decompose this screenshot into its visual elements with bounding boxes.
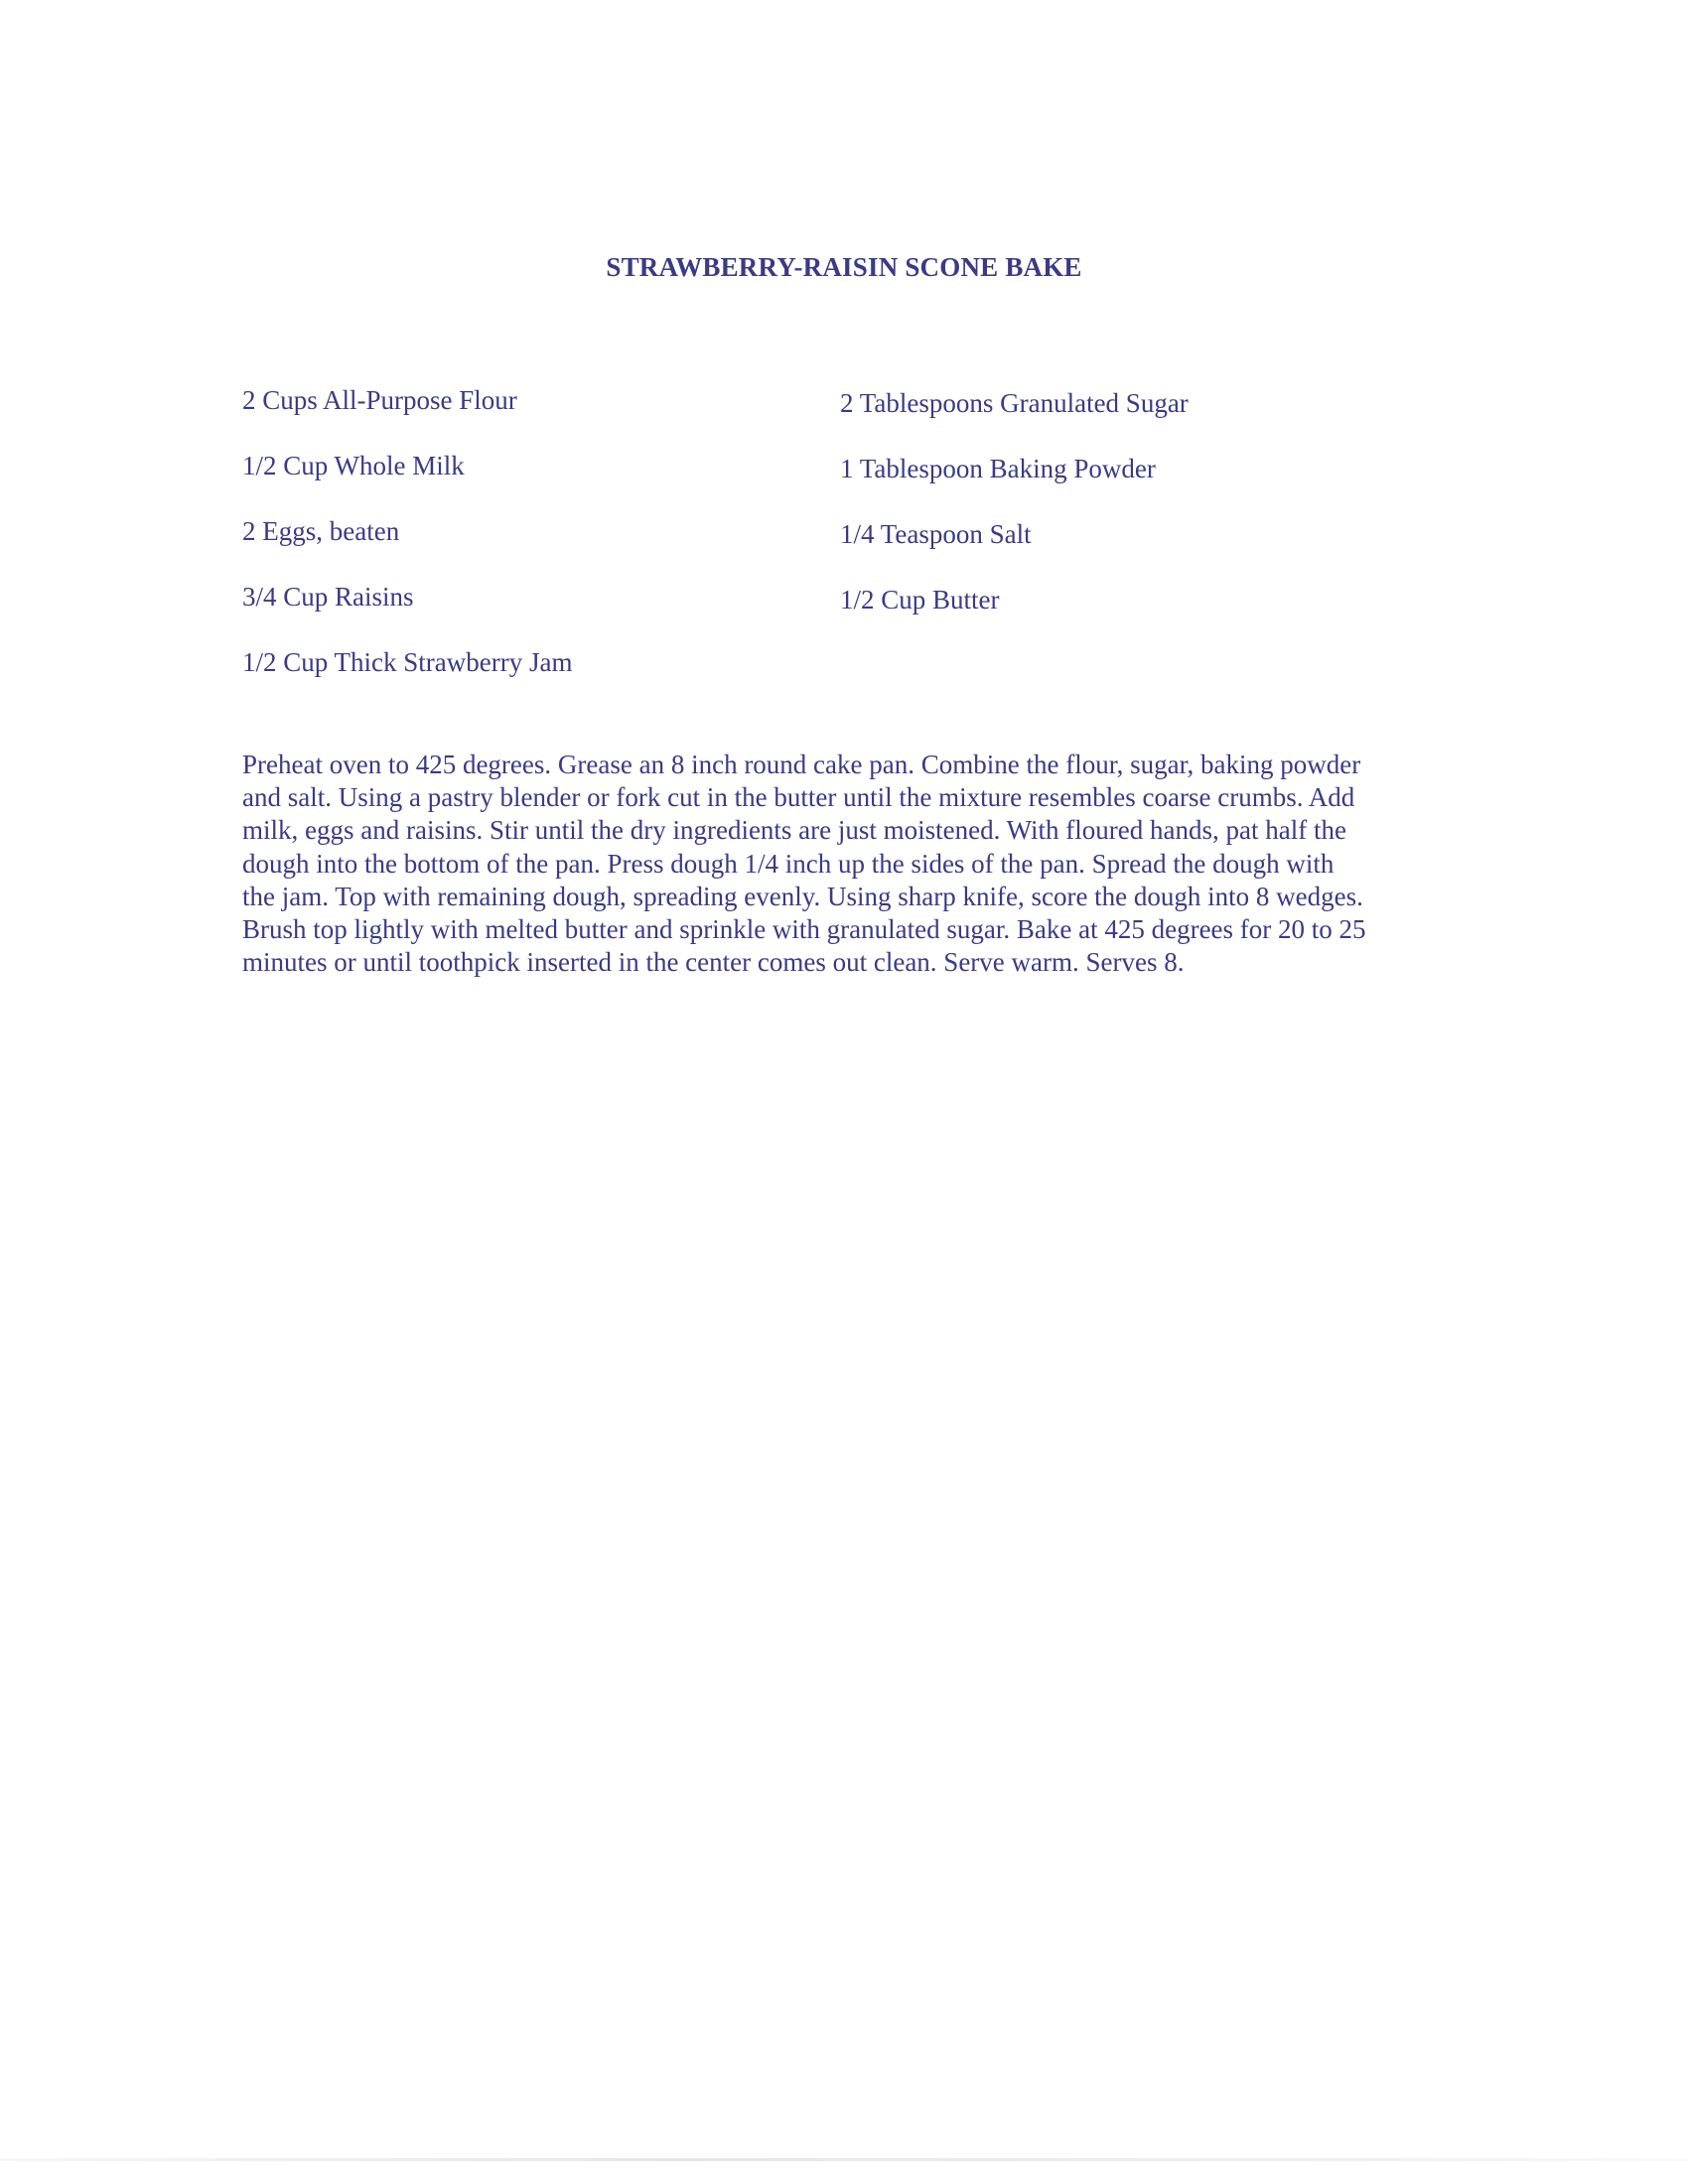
ingredient-item: 3/4 Cup Raisins <box>242 582 414 612</box>
ingredients-left-column <box>242 383 572 711</box>
ingredient-item: 1/4 Teaspoon Salt <box>840 519 1032 549</box>
ingredient-item: 2 Tablespoons Granulated Sugar <box>840 388 1189 418</box>
recipe-title: STRAWBERRY-RAISIN SCONE BAKE <box>606 252 1082 282</box>
ingredient-item: 1/2 Cup Whole Milk <box>242 451 465 480</box>
directions-line: Preheat oven to 425 degrees. Grease an 8 inch round cake pan. Combine the flour, sugar, baking powder <box>242 750 1361 779</box>
directions-paragraph <box>242 749 1449 979</box>
ingredient-item: 1 Tablespoon Baking Powder <box>840 454 1156 483</box>
ingredient-item: 2 Eggs, beaten <box>242 516 400 546</box>
ingredients-right-column <box>840 386 1189 648</box>
directions-line: and salt. Using a pastry blender or fork cut in the butter until the mixture resembles coarse crumbs. Add <box>242 782 1355 813</box>
directions-line: minutes or until toothpick inserted in the center comes out clean. Serve warm. Serves 8. <box>242 947 1185 978</box>
scan-edge-line <box>0 2158 1688 2161</box>
directions-line: Brush top lightly with melted butter and sprinkle with granulated sugar. Bake at 425 degrees for 20 to 25 <box>242 913 1366 944</box>
directions-line: dough into the bottom of the pan. Press dough 1/4 inch up the sides of the pan. Spread the dough with <box>242 848 1335 879</box>
directions-line: the jam. Top with remaining dough, spreading evenly. Using sharp knife, score the dough into 8 wedges. <box>242 881 1363 911</box>
directions-line: milk, eggs and raisins. Stir until the dry ingredients are just moistened. With floured hands, pat half the <box>242 815 1346 846</box>
ingredient-item: 1/2 Cup Thick Strawberry Jam <box>242 647 573 677</box>
ingredient-item: 1/2 Cup Butter <box>840 585 1000 614</box>
ingredient-item: 2 Cups All-Purpose Flour <box>242 385 517 415</box>
